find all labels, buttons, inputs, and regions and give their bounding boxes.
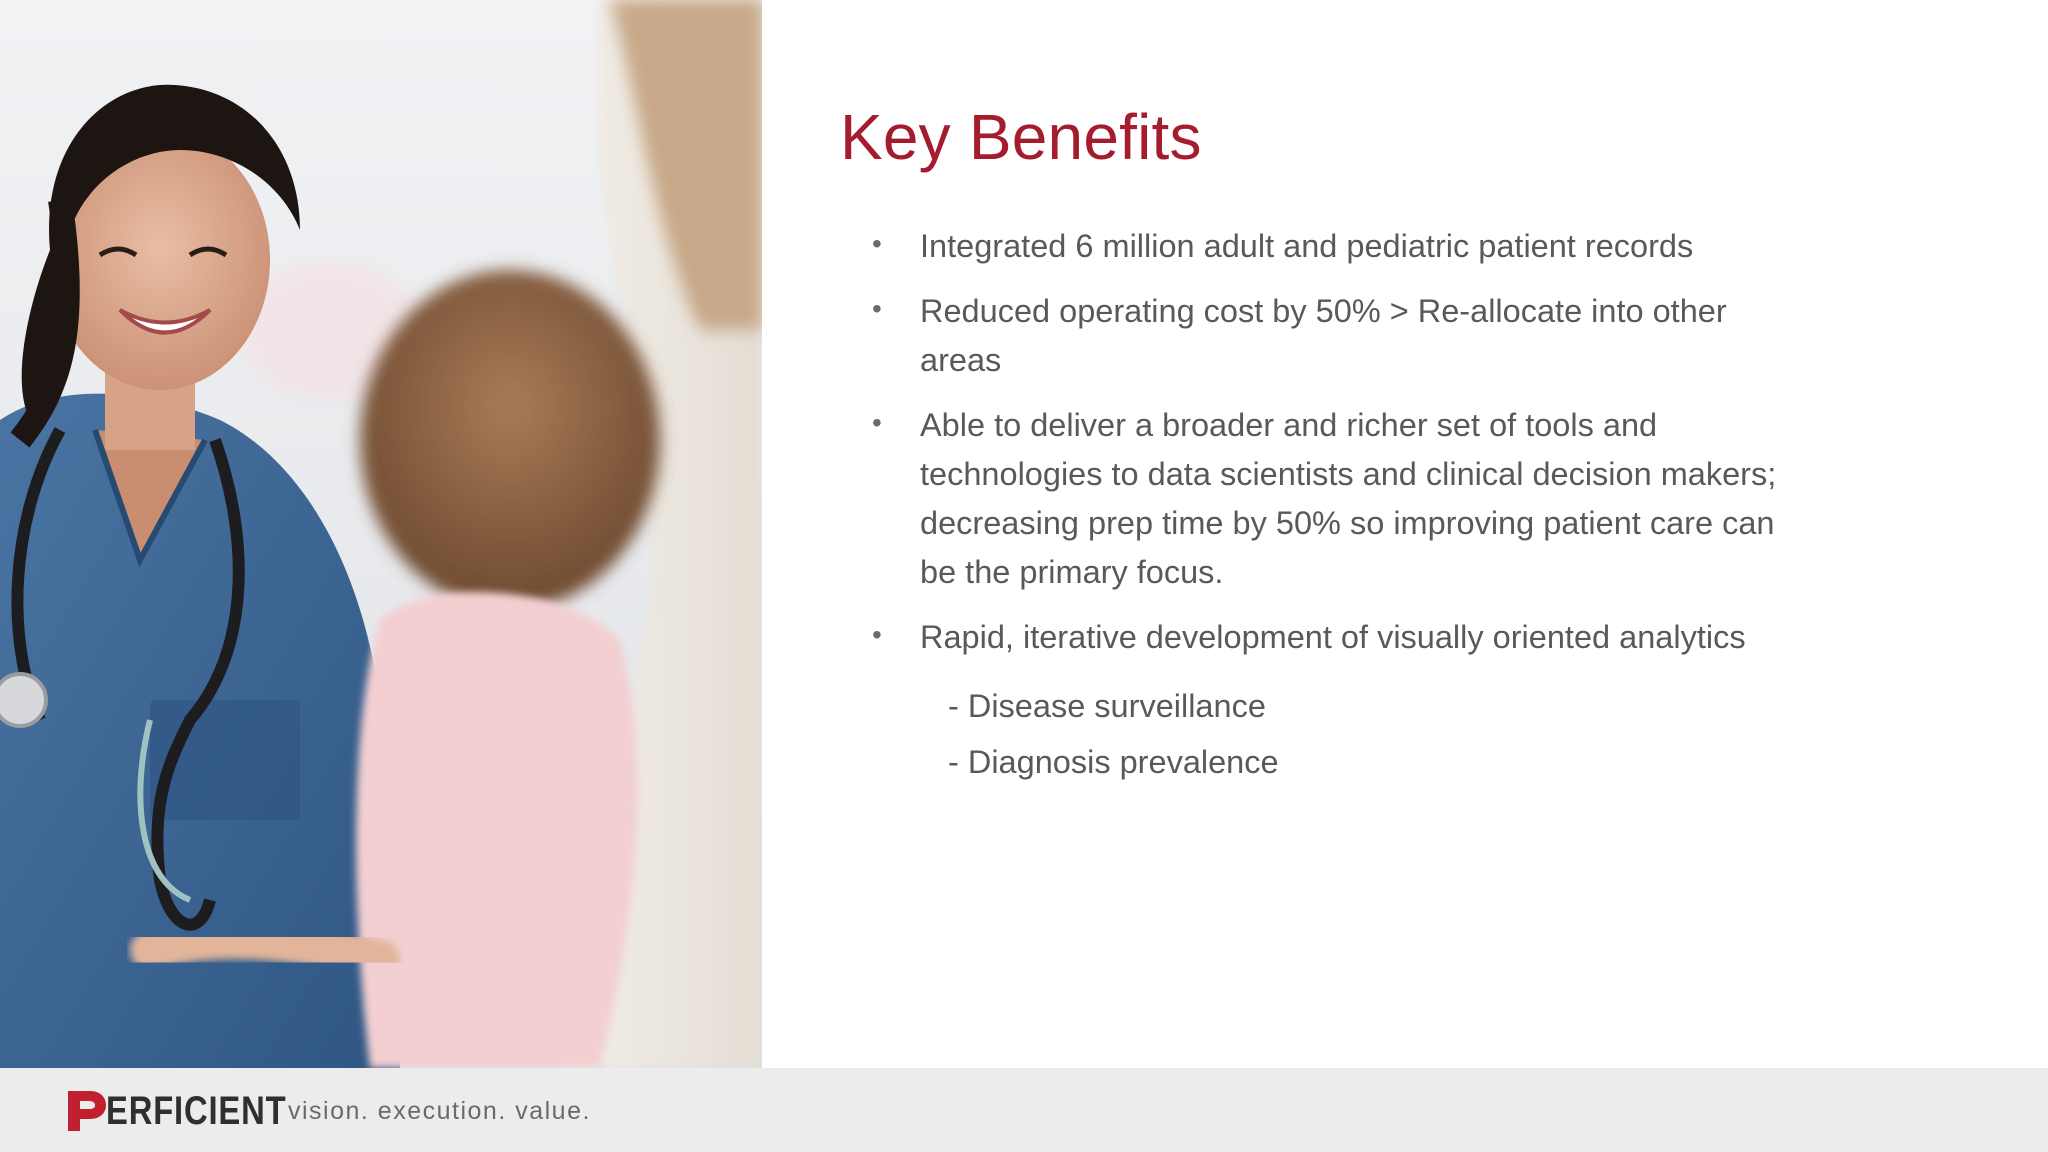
logo-wordmark: ERFICIENT [106, 1088, 287, 1133]
footer-tagline: vision. execution. value. [288, 1097, 591, 1125]
bullet-text: Able to deliver a broader and richer set of tools and technologies to data scientists and clinical decision makers; decreasing prep time by 50% so improving patient care can be the primary focus. [920, 407, 1777, 590]
list-item [872, 613, 1792, 662]
benefits-list [872, 222, 1792, 790]
perficient-logo [64, 1086, 326, 1136]
sub-item-disease-surveillance: - Disease surveillance [948, 688, 1266, 724]
bullet-text: Reduced operating cost by 50% > Re-allocate into other areas [920, 293, 1727, 378]
bullet-icon: • [872, 407, 882, 438]
photo-nurse-child-image [0, 0, 762, 1068]
bullet-icon: • [872, 619, 882, 650]
slide-title: Key Benefits [840, 101, 1202, 173]
list-item [872, 222, 1792, 271]
list-item [872, 287, 1792, 385]
list-item [872, 401, 1792, 597]
bullet-text: Rapid, iterative development of visually oriented analytics [920, 619, 1746, 655]
bullet-icon: • [872, 293, 882, 324]
perficient-p-icon [64, 1087, 108, 1135]
bullet-icon: • [872, 228, 882, 259]
bullet-text: Integrated 6 million adult and pediatric patient records [920, 228, 1694, 264]
sub-item-diagnosis-prevalence: - Diagnosis prevalence [948, 744, 1279, 780]
